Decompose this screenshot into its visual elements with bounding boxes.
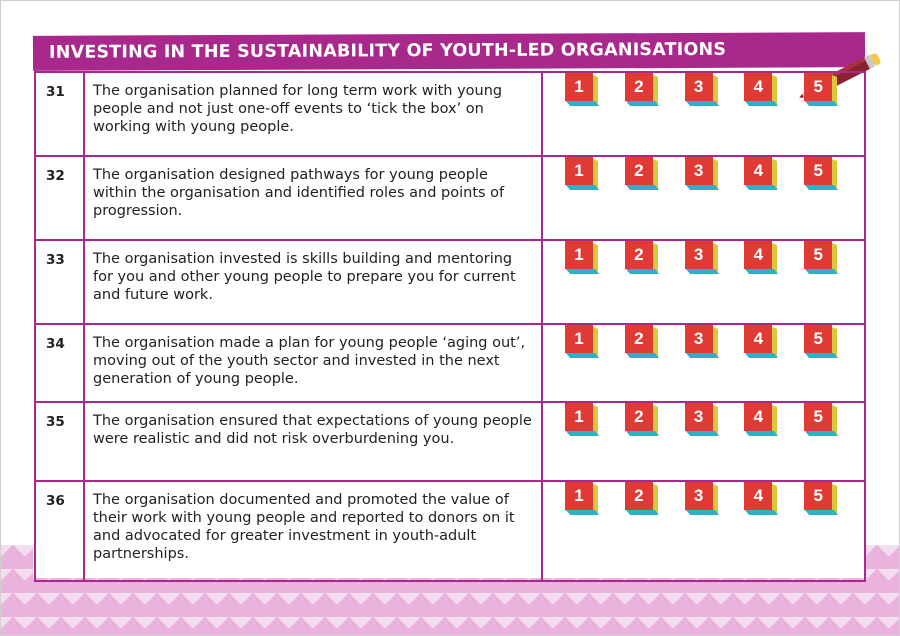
rating-box-bottom — [685, 353, 718, 358]
rating-box-bottom — [745, 101, 778, 106]
rating-option-label: 1 — [565, 325, 593, 353]
question-statement: The organisation made a plan for young people ‘aging out’, moving out of the youth sector and invested in the next generation of young people. — [84, 324, 542, 402]
rating-option-label: 3 — [685, 325, 713, 353]
question-number: 33 — [35, 240, 84, 324]
rating-option-label: 5 — [804, 482, 832, 510]
question-number: 35 — [35, 402, 84, 481]
rating-option-2[interactable] — [625, 482, 657, 516]
survey-sheet — [33, 34, 865, 578]
rating-box-bottom — [566, 353, 599, 358]
question-number: 32 — [35, 156, 84, 240]
rating-box-bottom — [626, 431, 659, 436]
rating-option-label: 2 — [625, 241, 653, 269]
rating-box-bottom — [566, 101, 599, 106]
rating-box-bottom — [745, 431, 778, 436]
rating-option-3[interactable] — [685, 403, 717, 437]
rating-option-2[interactable] — [625, 241, 657, 275]
question-number: 34 — [35, 324, 84, 402]
rating-option-1[interactable] — [565, 73, 597, 107]
rating-box-bottom — [685, 510, 718, 515]
rating-option-label: 1 — [565, 482, 593, 510]
rating-option-label: 3 — [685, 482, 713, 510]
rating-option-label: 5 — [804, 241, 832, 269]
rating-option-label: 2 — [625, 73, 653, 101]
question-statement: The organisation documented and promoted the value of their work with young people and reported to donors on it and advocated for greater investment in youth-adult partnerships. — [84, 481, 542, 581]
rating-option-label: 3 — [685, 403, 713, 431]
rating-option-label: 4 — [744, 73, 772, 101]
rating-option-3[interactable] — [685, 325, 717, 359]
rating-option-3[interactable] — [685, 157, 717, 191]
rating-option-4[interactable] — [744, 157, 776, 191]
rating-option-label: 4 — [744, 403, 772, 431]
rating-option-label: 4 — [744, 241, 772, 269]
rating-option-label: 4 — [744, 325, 772, 353]
rating-scale — [542, 481, 865, 581]
question-row — [35, 240, 865, 324]
rating-option-5[interactable] — [804, 73, 836, 107]
rating-box-bottom — [626, 185, 659, 190]
rating-box-bottom — [805, 185, 838, 190]
rating-box-bottom — [805, 353, 838, 358]
rating-option-3[interactable] — [685, 73, 717, 107]
rating-option-label: 4 — [744, 157, 772, 185]
rating-option-5[interactable] — [804, 157, 836, 191]
rating-option-label: 5 — [804, 73, 832, 101]
rating-box-bottom — [626, 353, 659, 358]
question-statement: The organisation designed pathways for young people within the organisation and identified roles and points of progression. — [84, 156, 542, 240]
rating-scale — [542, 156, 865, 240]
rating-box-bottom — [626, 269, 659, 274]
rating-box-bottom — [626, 510, 659, 515]
rating-option-2[interactable] — [625, 403, 657, 437]
rating-option-1[interactable] — [565, 403, 597, 437]
rating-option-4[interactable] — [744, 73, 776, 107]
rating-box-bottom — [805, 269, 838, 274]
rating-box-bottom — [745, 510, 778, 515]
rating-option-label: 1 — [565, 403, 593, 431]
question-number: 31 — [35, 72, 84, 156]
rating-option-4[interactable] — [744, 482, 776, 516]
question-row — [35, 156, 865, 240]
rating-scale — [542, 324, 865, 402]
rating-option-label: 5 — [804, 157, 832, 185]
rating-box-bottom — [685, 101, 718, 106]
rating-scale — [542, 240, 865, 324]
rating-option-4[interactable] — [744, 241, 776, 275]
rating-option-label: 5 — [804, 403, 832, 431]
question-number: 36 — [35, 481, 84, 581]
rating-option-label: 2 — [625, 482, 653, 510]
question-row — [35, 481, 865, 581]
rating-box-bottom — [685, 431, 718, 436]
rating-option-4[interactable] — [744, 325, 776, 359]
rating-box-bottom — [805, 101, 838, 106]
rating-option-label: 1 — [565, 157, 593, 185]
question-statement: The organisation ensured that expectations of young people were realistic and did not risk overburdening you. — [84, 402, 542, 481]
rating-option-label: 2 — [625, 157, 653, 185]
rating-option-label: 3 — [685, 73, 713, 101]
rating-box-bottom — [745, 269, 778, 274]
rating-box-bottom — [566, 431, 599, 436]
rating-box-bottom — [745, 185, 778, 190]
rating-option-label: 2 — [625, 403, 653, 431]
rating-option-5[interactable] — [804, 241, 836, 275]
rating-box-bottom — [685, 185, 718, 190]
rating-box-bottom — [566, 510, 599, 515]
rating-option-2[interactable] — [625, 325, 657, 359]
rating-box-bottom — [566, 185, 599, 190]
rating-option-label: 3 — [685, 241, 713, 269]
rating-box-bottom — [566, 269, 599, 274]
rating-table — [34, 71, 866, 582]
question-row — [35, 72, 865, 156]
rating-option-4[interactable] — [744, 403, 776, 437]
rating-option-label: 1 — [565, 73, 593, 101]
rating-box-bottom — [745, 353, 778, 358]
rating-option-1[interactable] — [565, 241, 597, 275]
rating-box-bottom — [805, 510, 838, 515]
rating-option-label: 4 — [744, 482, 772, 510]
rating-option-5[interactable] — [804, 482, 836, 516]
question-statement: The organisation invested is skills building and mentoring for you and other young people to prepare you for current and future work. — [84, 240, 542, 324]
question-row — [35, 324, 865, 402]
section-title-bar — [33, 32, 865, 71]
rating-scale — [542, 402, 865, 481]
rating-option-1[interactable] — [565, 325, 597, 359]
rating-option-label: 1 — [565, 241, 593, 269]
question-row — [35, 402, 865, 481]
rating-option-5[interactable] — [804, 403, 836, 437]
rating-option-label: 3 — [685, 157, 713, 185]
rating-box-bottom — [626, 101, 659, 106]
section-title: INVESTING IN THE SUSTAINABILITY OF YOUTH-LED ORGANISATIONS — [48, 39, 727, 63]
rating-option-1[interactable] — [565, 482, 597, 516]
question-statement: The organisation planned for long term work with young people and not just one-off events to ‘tick the box’ on working with young people. — [84, 72, 542, 156]
rating-option-label: 2 — [625, 325, 653, 353]
rating-option-2[interactable] — [625, 73, 657, 107]
rating-box-bottom — [805, 431, 838, 436]
rating-option-3[interactable] — [685, 482, 717, 516]
rating-box-bottom — [685, 269, 718, 274]
rating-option-2[interactable] — [625, 157, 657, 191]
rating-option-3[interactable] — [685, 241, 717, 275]
rating-option-5[interactable] — [804, 325, 836, 359]
rating-scale — [542, 72, 865, 156]
rating-option-1[interactable] — [565, 157, 597, 191]
rating-option-label: 5 — [804, 325, 832, 353]
